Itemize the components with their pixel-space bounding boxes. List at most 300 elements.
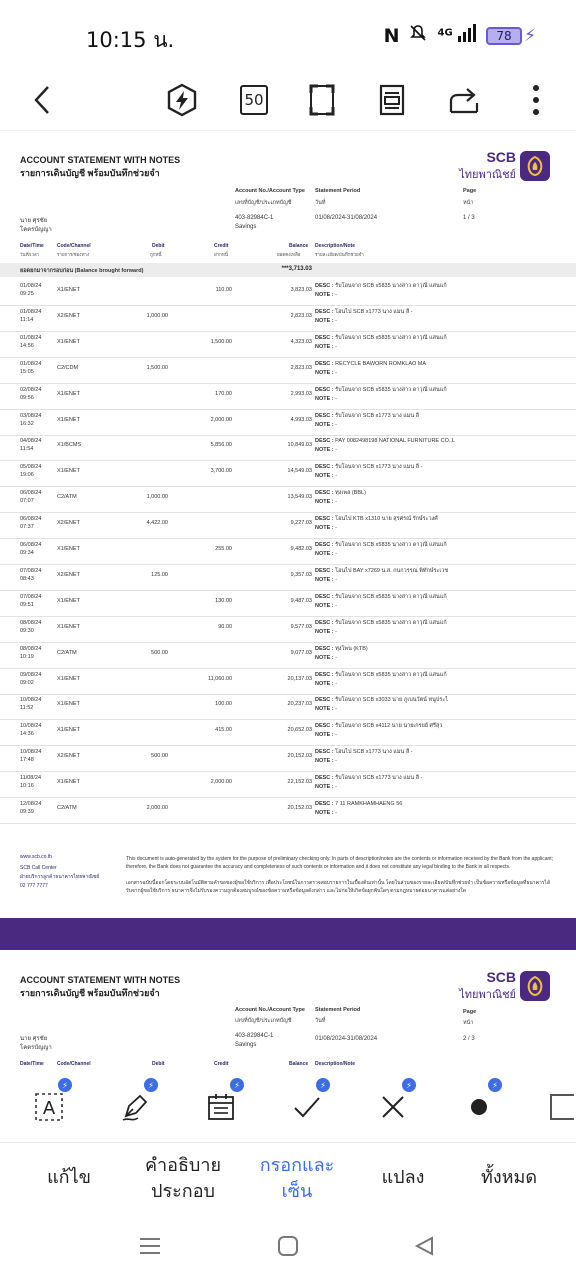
nav-convert[interactable]: [348, 1165, 458, 1191]
tx-date-value: 07/08/24: [20, 593, 42, 600]
table-row: [0, 643, 576, 669]
desc-label: DESC :: [315, 593, 334, 600]
tx-note-value: -: [335, 447, 338, 454]
tx-date-value: 10/08/24: [20, 697, 42, 704]
tx-date-value: 07/08/24: [20, 567, 42, 574]
tx-time-value: 09:56: [20, 394, 34, 401]
tx-time-value: 07:37: [20, 524, 34, 531]
tx-desc-value: ทุ่งโพน (KTB): [335, 645, 368, 652]
table-row: [0, 358, 576, 384]
tx-date: [20, 774, 54, 790]
customer-name-p2: นาย ศุรชัย: [20, 1036, 48, 1042]
tx-date: [20, 386, 54, 402]
tx-date-value: 10/08/24: [20, 749, 42, 756]
dot-tool[interactable]: [456, 1080, 502, 1130]
tx-balance: 9,357.03: [290, 571, 312, 578]
network-label: 4G: [437, 27, 453, 39]
text-box-icon: [34, 1092, 64, 1122]
balance-forward-value: ***3,713.03: [281, 266, 312, 272]
menu-icon: [139, 1236, 161, 1256]
desc-label: DESC :: [315, 283, 334, 289]
tx-description: [315, 360, 426, 378]
col-debit-p2: Debit: [152, 1061, 165, 1067]
tx-time-value: 10:16: [20, 783, 34, 790]
col-credit-th: ฝากหนี้: [214, 252, 228, 257]
note-label: NOTE :: [315, 525, 334, 532]
pro-badge-icon: ⚡: [230, 1078, 244, 1092]
tx-description: [315, 774, 422, 792]
tx-code: X1/ENET: [57, 390, 80, 397]
tx-time-value: 07:07: [20, 498, 34, 505]
tx-balance: 14,549.03: [287, 468, 312, 475]
col-date-p2: Date/Time: [20, 1061, 44, 1067]
tx-note-value: -: [335, 654, 338, 661]
tx-time-value: 11:54: [20, 446, 34, 453]
signal-icon: [437, 24, 476, 47]
tx-date-value: 04/08/24: [20, 438, 42, 445]
tx-date: [20, 800, 54, 816]
table-row: [0, 565, 576, 591]
desc-label: DESC :: [315, 334, 334, 341]
form-icon: [206, 1092, 236, 1122]
tx-date: [20, 515, 54, 531]
tx-description: [315, 463, 422, 481]
tx-date: [20, 696, 54, 712]
tx-note-value: -: [335, 369, 338, 376]
col-debit: Debit: [152, 243, 165, 249]
col-desc-p2: Description/Note: [315, 1061, 356, 1067]
note-label: NOTE :: [315, 421, 334, 428]
bank-logo-p2: [459, 969, 550, 1003]
tx-time-value: 09:51: [20, 601, 34, 608]
col-code: Code/Channel: [57, 243, 91, 249]
annotation-toolbar: [0, 1070, 576, 1142]
nav-fill-sign-label-1: กรอกและ: [259, 1155, 335, 1176]
home-icon: [277, 1235, 299, 1257]
tx-balance: 20,137.03: [287, 675, 312, 682]
pro-badge-icon: ⚡: [58, 1078, 72, 1092]
tx-date: [20, 360, 54, 376]
account-number-p2: 403-82984C-1: [235, 1033, 274, 1039]
tx-desc-value: โอนไป SCB x1773 นาง แมน ลี -: [335, 308, 413, 315]
tx-debit: 1,000.00: [146, 312, 168, 319]
period-label-th-p2: วันที่: [315, 1018, 326, 1024]
nav-comment-label-1: คำอธิบาย: [144, 1155, 222, 1176]
tx-debit: 125.00: [151, 571, 168, 578]
tx-code: X2/ENET: [57, 753, 80, 760]
tx-debit: 2,000.00: [146, 805, 168, 811]
note-label: NOTE :: [315, 810, 334, 816]
tx-date-value: 06/08/24: [20, 490, 42, 497]
text-box-tool[interactable]: [26, 1080, 72, 1130]
tx-balance: 22,152.03: [287, 779, 312, 786]
customer-surname: โคตรบัญญา: [20, 227, 52, 233]
tx-balance: 9,482.03: [290, 546, 312, 552]
disclaimer-en: This document is auto-generated by the system for the purpose of preliminary checking only. In parts of description/notes are the contents or information received by the Bank from the applicant; therefore, the Bank does not guarantee the accuracy and completeness of such contents or information and it does not constitute any legal binding to the Bank in all respects.: [126, 856, 554, 870]
tx-balance: 9,227.03: [290, 520, 312, 527]
tx-code: X1/ENET: [57, 338, 80, 345]
fullscreen-button[interactable]: [300, 78, 344, 122]
tx-note-value: -: [335, 628, 338, 635]
period-label-p2: Statement Period: [315, 1007, 361, 1013]
statement-title-en: ACCOUNT STATEMENT WITH NOTES: [20, 155, 181, 165]
disclaimer-th: เอกสารฉบับนี้ออกโดยระบบอัตโนมัติตามคำขอของผู้ขอใช้บริการ เพื่อประโยชน์ในการตรวจสอบรายการในเบื้องต้นเท่านั้น โดยในส่วนของรายละเอียด/บันทึกช่วยจำ เป็นข้อความหรือข้อมูลที่ธนาคารได้รับจากผู้ขอใช้บริการ ธนาคารจึงไม่รับรองความถูกต้องสมบูรณ์ของข้อความหรือข้อมูลดังกล่าว และไม่ก่อให้เกิดข้อผูกพันใดๆ ตามกฎหมายต่อธนาคารแต่อย่างใด: [126, 880, 551, 894]
tx-date-value: 03/08/24: [20, 412, 42, 419]
desc-label: DESC :: [315, 567, 334, 574]
tx-note-value: -: [335, 680, 338, 687]
note-label: NOTE :: [315, 292, 334, 298]
col-balance-th: ยอดคงเหลือ: [277, 252, 301, 257]
footer-contact: [20, 853, 99, 891]
tx-credit: 5,856.00: [210, 442, 232, 449]
status-time: 10:15 น.: [86, 28, 175, 52]
tx-date: [20, 489, 54, 505]
note-label: NOTE :: [315, 551, 334, 557]
tx-balance: 3,823.03: [290, 287, 312, 293]
col-credit-p2: Credit: [214, 1061, 229, 1067]
tx-note-value: -: [335, 292, 338, 298]
tx-description: [315, 437, 455, 455]
tx-balance: 9,077.03: [290, 649, 312, 656]
system-back-button[interactable]: [410, 1232, 438, 1260]
tx-desc-value: PAY 0082498198 NATIONAL FURNITURE CO.,L: [335, 438, 455, 445]
statement-period: 01/08/2024-31/08/2024: [315, 215, 378, 221]
tx-note-value: -: [335, 551, 338, 557]
nav-all[interactable]: [454, 1165, 564, 1191]
tx-description: [315, 282, 447, 300]
note-label: NOTE :: [315, 680, 334, 687]
col-desc-th: รายละเอียด/บันทึกช่วยจำ: [315, 252, 364, 257]
charging-icon: ⚡: [524, 25, 536, 46]
tx-desc-value: โอนไป BAY x7269 น.ส. กนกวรรณ พิทักษ์ระเวช: [335, 567, 449, 574]
note-label: NOTE :: [315, 602, 334, 609]
pen-tool[interactable]: [112, 1080, 158, 1130]
tx-desc-value: ทุ่งเพล (BBL): [335, 490, 366, 497]
tx-date: [20, 282, 54, 298]
tx-credit: 2,000.00: [210, 779, 232, 786]
tx-date: [20, 334, 54, 350]
mute-icon: [409, 24, 427, 47]
tx-code: C2/ATM: [57, 805, 77, 811]
tx-balance: 9,487.03: [290, 597, 312, 604]
document-viewer[interactable]: [0, 130, 576, 1070]
table-row: [0, 384, 576, 410]
tx-date-value: 01/08/24: [20, 308, 42, 315]
check-icon: [292, 1092, 322, 1122]
account-number: 403-82984C-1: [235, 215, 274, 221]
tx-description: [315, 800, 402, 818]
statement-page-1: [0, 130, 576, 918]
status-bar: [0, 0, 576, 72]
tx-balance: 10,849.03: [287, 442, 312, 449]
tx-debit: 1,500.00: [146, 364, 168, 371]
tx-balance: 2,823.03: [290, 364, 312, 371]
tx-desc-value: รับโอนจาก SCB x5835 นางสาว ดาวุณี แสนแก้: [335, 619, 447, 626]
col-debit-th: ถูกหนี้: [150, 252, 162, 257]
page-count-button[interactable]: [232, 78, 276, 122]
tx-desc-value: RECYCLE BAWORN ROMKLAO MA: [335, 360, 427, 367]
tx-note-value: -: [335, 758, 338, 765]
tx-date: [20, 671, 54, 687]
tx-code: X1/ENET: [57, 779, 80, 786]
note-label: NOTE :: [315, 395, 334, 402]
tx-date-value: 06/08/24: [20, 542, 42, 548]
table-row: [0, 332, 576, 358]
bank-name-th-p2: ไทยพาณิชย์: [459, 989, 516, 1001]
tx-note-value: -: [335, 473, 338, 480]
tx-desc-value: โอนไป KTB x1310 นาย สุรศรณ์ รักษ์ระวงศ์: [335, 516, 438, 523]
system-nav-bar: [0, 1212, 576, 1280]
tx-date: [20, 567, 54, 583]
tx-desc-value: รับโอนจาก SCB x5835 นางสาว ดาวุณี แสนแก้: [335, 593, 447, 600]
tx-balance: 4,323.03: [290, 338, 312, 345]
desc-label: DESC :: [315, 697, 334, 704]
tx-code: C2/CDM: [57, 364, 79, 371]
status-icons: [384, 24, 536, 47]
tx-code: X2/ENET: [57, 312, 80, 319]
tx-debit: 1,000.00: [146, 494, 168, 501]
tx-time-value: 11:52: [20, 705, 34, 712]
table-row: [0, 280, 576, 306]
pro-badge-icon: ⚡: [316, 1078, 330, 1092]
tx-description: [315, 593, 447, 611]
more-options-button[interactable]: [514, 78, 558, 122]
table-row: [0, 513, 576, 539]
share-icon: [448, 85, 480, 115]
note-label: NOTE :: [315, 317, 334, 324]
pro-badge-icon: ⚡: [402, 1078, 416, 1092]
statement-title-en-p2: ACCOUNT STATEMENT WITH NOTES: [20, 975, 181, 985]
desc-label: DESC :: [315, 360, 334, 367]
bank-website: www.scb.co.th: [20, 854, 52, 860]
tx-date: [20, 722, 54, 738]
back-button[interactable]: [20, 78, 64, 122]
statement-period-p2: 01/08/2024-31/08/2024: [315, 1036, 378, 1042]
balance-forward-row: [0, 263, 576, 277]
page-number-p2: 2 / 3: [463, 1036, 475, 1042]
tx-code: X1/ENET: [57, 623, 80, 630]
tx-note-value: -: [335, 810, 338, 816]
tx-date: [20, 619, 54, 635]
note-label: NOTE :: [315, 758, 334, 765]
tx-balance: 4,993.03: [290, 416, 312, 423]
page-label: Page: [463, 188, 477, 194]
tx-debit: 4,422.00: [146, 520, 168, 527]
tx-description: [315, 748, 413, 766]
bank-name-p2: SCB: [486, 969, 516, 985]
tx-balance: 9,577.03: [290, 623, 312, 630]
back-icon: [32, 84, 52, 116]
form-tool[interactable]: [198, 1080, 244, 1130]
col-date-th: วันที่/เวลา: [20, 252, 40, 257]
tx-code: X1/ENET: [57, 727, 80, 734]
tx-credit: 1,500.00: [210, 338, 232, 345]
pen-icon: [120, 1092, 150, 1122]
tx-balance: 20,152.03: [287, 805, 312, 811]
battery-icon: [486, 26, 536, 46]
col-code-th: รายการ/ช่องทาง: [57, 252, 90, 257]
account-label: Account No./Account Type: [235, 188, 305, 194]
page-separator: [0, 918, 576, 950]
desc-label: DESC :: [315, 386, 334, 393]
pro-badge-icon: ⚡: [488, 1078, 502, 1092]
page-label-th: หน้า: [463, 200, 474, 206]
statement-title-th-p2: รายการเดินบัญชี พร้อมบันทึกช่วยจำ: [20, 988, 160, 998]
bank-name: SCB: [486, 149, 516, 165]
note-label: NOTE :: [315, 654, 334, 661]
tx-desc-value: รับโอนจาก SCB x4112 นาย นายเกรยย์ ศรีสุว: [335, 723, 443, 730]
desc-label: DESC :: [315, 801, 334, 807]
desc-label: DESC :: [315, 412, 334, 419]
note-label: NOTE :: [315, 473, 334, 480]
tx-time-value: 09:02: [20, 679, 34, 686]
statement-page-2: [0, 965, 576, 1070]
tx-debit: 500.00: [151, 649, 168, 656]
tx-time-value: 16:32: [20, 420, 34, 427]
tx-code: X1/ENET: [57, 416, 80, 423]
more-tools[interactable]: [548, 1084, 576, 1130]
tx-code: X2/ENET: [57, 520, 80, 527]
tx-time-value: 17:48: [20, 757, 34, 764]
tx-balance: 20,237.03: [287, 701, 312, 708]
tx-date: [20, 412, 54, 428]
period-label-th: วันที่: [315, 200, 326, 206]
tx-desc-value: โอนไป SCB x1773 นาง แมน ลี -: [335, 749, 413, 756]
tx-balance: 20,152.03: [287, 753, 312, 760]
page-label-p2: Page: [463, 1009, 477, 1015]
nav-all-label: ทั้งหมด: [480, 1167, 538, 1188]
tx-balance: 20,652.03: [287, 727, 312, 734]
tx-description: [315, 567, 448, 585]
nav-edit-label: แก้ไข: [47, 1167, 91, 1188]
table-row: [0, 772, 576, 798]
tx-date-value: 10/08/24: [20, 723, 42, 730]
tx-note-value: -: [335, 525, 338, 532]
tx-date-value: 08/08/24: [20, 619, 42, 626]
tx-date-value: 06/08/24: [20, 516, 42, 523]
pro-badge-icon: ⚡: [144, 1078, 158, 1092]
tx-code: C2/ATM: [57, 494, 77, 501]
check-tool[interactable]: [284, 1080, 330, 1130]
cross-tool[interactable]: [370, 1080, 416, 1130]
nav-fill-sign-label-2: เซ็น: [281, 1181, 313, 1202]
tx-time-value: 09:25: [20, 291, 34, 297]
customer-name: นาย ศุรชัย: [20, 218, 48, 224]
tx-description: [315, 412, 419, 430]
tx-description: [315, 515, 438, 533]
tx-date: [20, 437, 54, 453]
call-center-label: SCB Call Center: [20, 865, 57, 871]
nav-convert-label: แปลง: [381, 1167, 425, 1188]
quick-action-button[interactable]: [160, 78, 204, 122]
tx-desc-value: รับโอนจาก SCB x3033 นาย ภูเบนวัตน์ หนูประไ: [335, 697, 449, 704]
tx-balance: 2,993.03: [290, 390, 312, 397]
page-number: 1 / 3: [463, 215, 475, 221]
table-row: [0, 591, 576, 617]
table-row: [0, 746, 576, 772]
nav-fill-sign[interactable]: [242, 1153, 352, 1205]
tx-note-value: -: [335, 343, 338, 350]
table-row: [0, 461, 576, 487]
statement-title-th: รายการเดินบัญชี พร้อมบันทึกช่วยจำ: [20, 168, 160, 178]
period-label: Statement Period: [315, 188, 361, 194]
note-label: NOTE :: [315, 447, 334, 454]
desc-label: DESC :: [315, 723, 334, 730]
note-label: NOTE :: [315, 628, 334, 635]
recents-button[interactable]: [136, 1232, 164, 1260]
table-row: [0, 617, 576, 643]
tx-credit: 90.00: [218, 623, 232, 630]
tx-date-value: 11/08/24: [20, 775, 42, 782]
box-icon: [550, 1094, 574, 1120]
tx-date-value: 02/08/24: [20, 386, 42, 393]
nav-edit[interactable]: [14, 1165, 124, 1191]
more-icon: [532, 84, 540, 116]
call-center-phone: 02 777 7777: [20, 883, 48, 889]
tx-date-value: 01/08/24: [20, 283, 42, 289]
tx-code: C2/ATM: [57, 649, 77, 656]
cross-icon: [378, 1092, 408, 1122]
lightning-hex-icon: [166, 83, 198, 117]
table-row: [0, 410, 576, 436]
account-type-p2: Savings: [235, 1042, 257, 1048]
tx-code: X1/ENET: [57, 675, 80, 682]
bank-emblem-icon: [520, 151, 550, 181]
tx-description: [315, 386, 447, 404]
tx-date-value: 12/08/24: [20, 801, 42, 807]
tx-desc-value: รับโอนจาก SCB x5835 นางสาว ดาวุณี แสนแก้: [335, 671, 447, 678]
tx-date: [20, 308, 54, 324]
document-view-button[interactable]: [370, 78, 414, 122]
tx-time-value: 14:56: [20, 342, 34, 349]
tx-time-value: 08:43: [20, 575, 34, 582]
tx-debit: 500.00: [151, 753, 168, 760]
tx-note-value: -: [335, 706, 338, 713]
tx-description: [315, 671, 447, 689]
tx-description: [315, 541, 447, 559]
tx-time-value: 15:05: [20, 368, 34, 375]
account-label-th: เลขที่บัญชี/ประเภทบัญชี: [235, 200, 292, 206]
share-button[interactable]: [442, 78, 486, 122]
tx-time-value: 10:19: [20, 653, 34, 660]
desc-label: DESC :: [315, 645, 334, 652]
note-label: NOTE :: [315, 706, 334, 713]
tx-code: X1/ENET: [57, 701, 80, 708]
desc-label: DESC :: [315, 671, 334, 678]
nav-comment[interactable]: [128, 1153, 238, 1205]
nfc-icon: N: [383, 24, 400, 47]
tx-credit: 11,060.00: [207, 675, 232, 682]
col-balance: Balance: [289, 243, 309, 249]
tx-description: [315, 619, 447, 637]
tx-desc-value: 7 11 RAMKHAMHAENG 56: [335, 801, 403, 807]
tx-date-value: 09/08/24: [20, 671, 42, 678]
tx-balance: 2,823.03: [290, 312, 312, 319]
document-icon: [379, 84, 405, 116]
footer-disclaimer: [126, 855, 554, 903]
tx-description: [315, 489, 366, 507]
page-label-th-p2: หน้า: [463, 1020, 474, 1026]
bottom-nav: [0, 1142, 576, 1212]
tx-code: X2/ENET: [57, 571, 80, 578]
desc-label: DESC :: [315, 308, 334, 315]
table-row: [0, 539, 576, 565]
tx-time-value: 14:36: [20, 731, 34, 738]
home-button[interactable]: [274, 1232, 302, 1260]
tx-credit: 130.00: [215, 597, 232, 604]
tx-note-value: -: [335, 395, 338, 402]
table-row: [0, 798, 576, 824]
